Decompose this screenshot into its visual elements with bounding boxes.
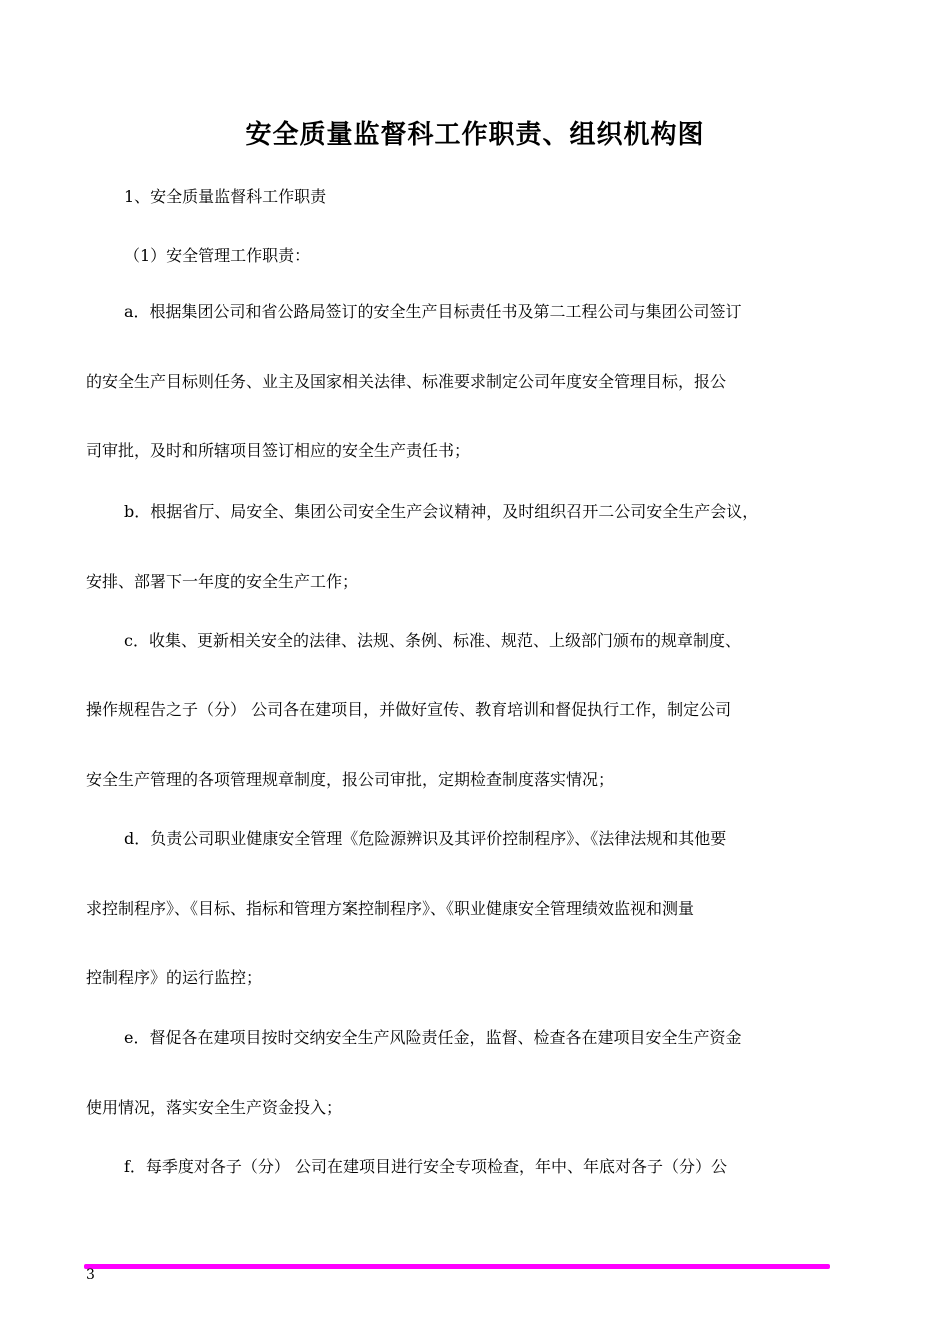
page-number: 3 (86, 1267, 95, 1283)
paragraph-e-line-2: 使用情况，落实安全生产资金投入； (86, 1098, 343, 1117)
heading-section-1: 1、安全质量监督科工作职责 (124, 187, 327, 206)
paragraph-c-line-1: c．收集、更新相关安全的法律、法规、条例、标准、规范、上级部门颁布的规章制度、 (124, 631, 741, 650)
paragraph-a-line-2: 的安全生产目标则任务、业主及国家相关法律、标准要求制定公司年度安全管理目标，报公 (86, 372, 727, 391)
paragraph-d-line-2: 求控制程序》、《目标、指标和管理方案控制程序》、《职业健康安全管理绩效监视和测量 (86, 899, 695, 918)
footer-divider (84, 1264, 830, 1269)
paragraph-d-line-1: d．负责公司职业健康安全管理《危险源辨识及其评价控制程序》、《法律法规和其他要 (124, 829, 727, 848)
paragraph-b-line-2: 安排、部署下一年度的安全生产工作； (86, 572, 359, 591)
paragraph-f-line-1: f．每季度对各子（分） 公司在建项目进行安全专项检查，年中、年底对各子（分）公 (124, 1157, 728, 1176)
paragraph-b-line-1: b．根据省厅、局安全、集团公司安全生产会议精神，及时组织召开二公司安全生产会议， (124, 502, 759, 521)
paragraph-d-line-3: 控制程序》的运行监控； (86, 968, 263, 987)
page-title: 安全质量监督科工作职责、组织机构图 (245, 120, 705, 150)
paragraph-a-line-3: 司审批，及时和所辖项目签订相应的安全生产责任书； (86, 441, 471, 460)
paragraph-c-line-2: 操作规程告之子（分） 公司各在建项目，并做好宣传、教育培训和督促执行工作，制定公司 (86, 700, 732, 719)
paragraph-a-line-1: a．根据集团公司和省公路局签订的安全生产目标责任书及第二工程公司与集团公司签订 (124, 302, 742, 321)
paragraph-e-line-1: e．督促各在建项目按时交纳安全生产风险责任金，监督、检查各在建项目安全生产资金 (124, 1028, 742, 1047)
heading-subsection-1: （1）安全管理工作职责： (124, 246, 311, 265)
paragraph-c-line-3: 安全生产管理的各项管理规章制度，报公司审批，定期检查制度落实情况； (86, 770, 615, 789)
